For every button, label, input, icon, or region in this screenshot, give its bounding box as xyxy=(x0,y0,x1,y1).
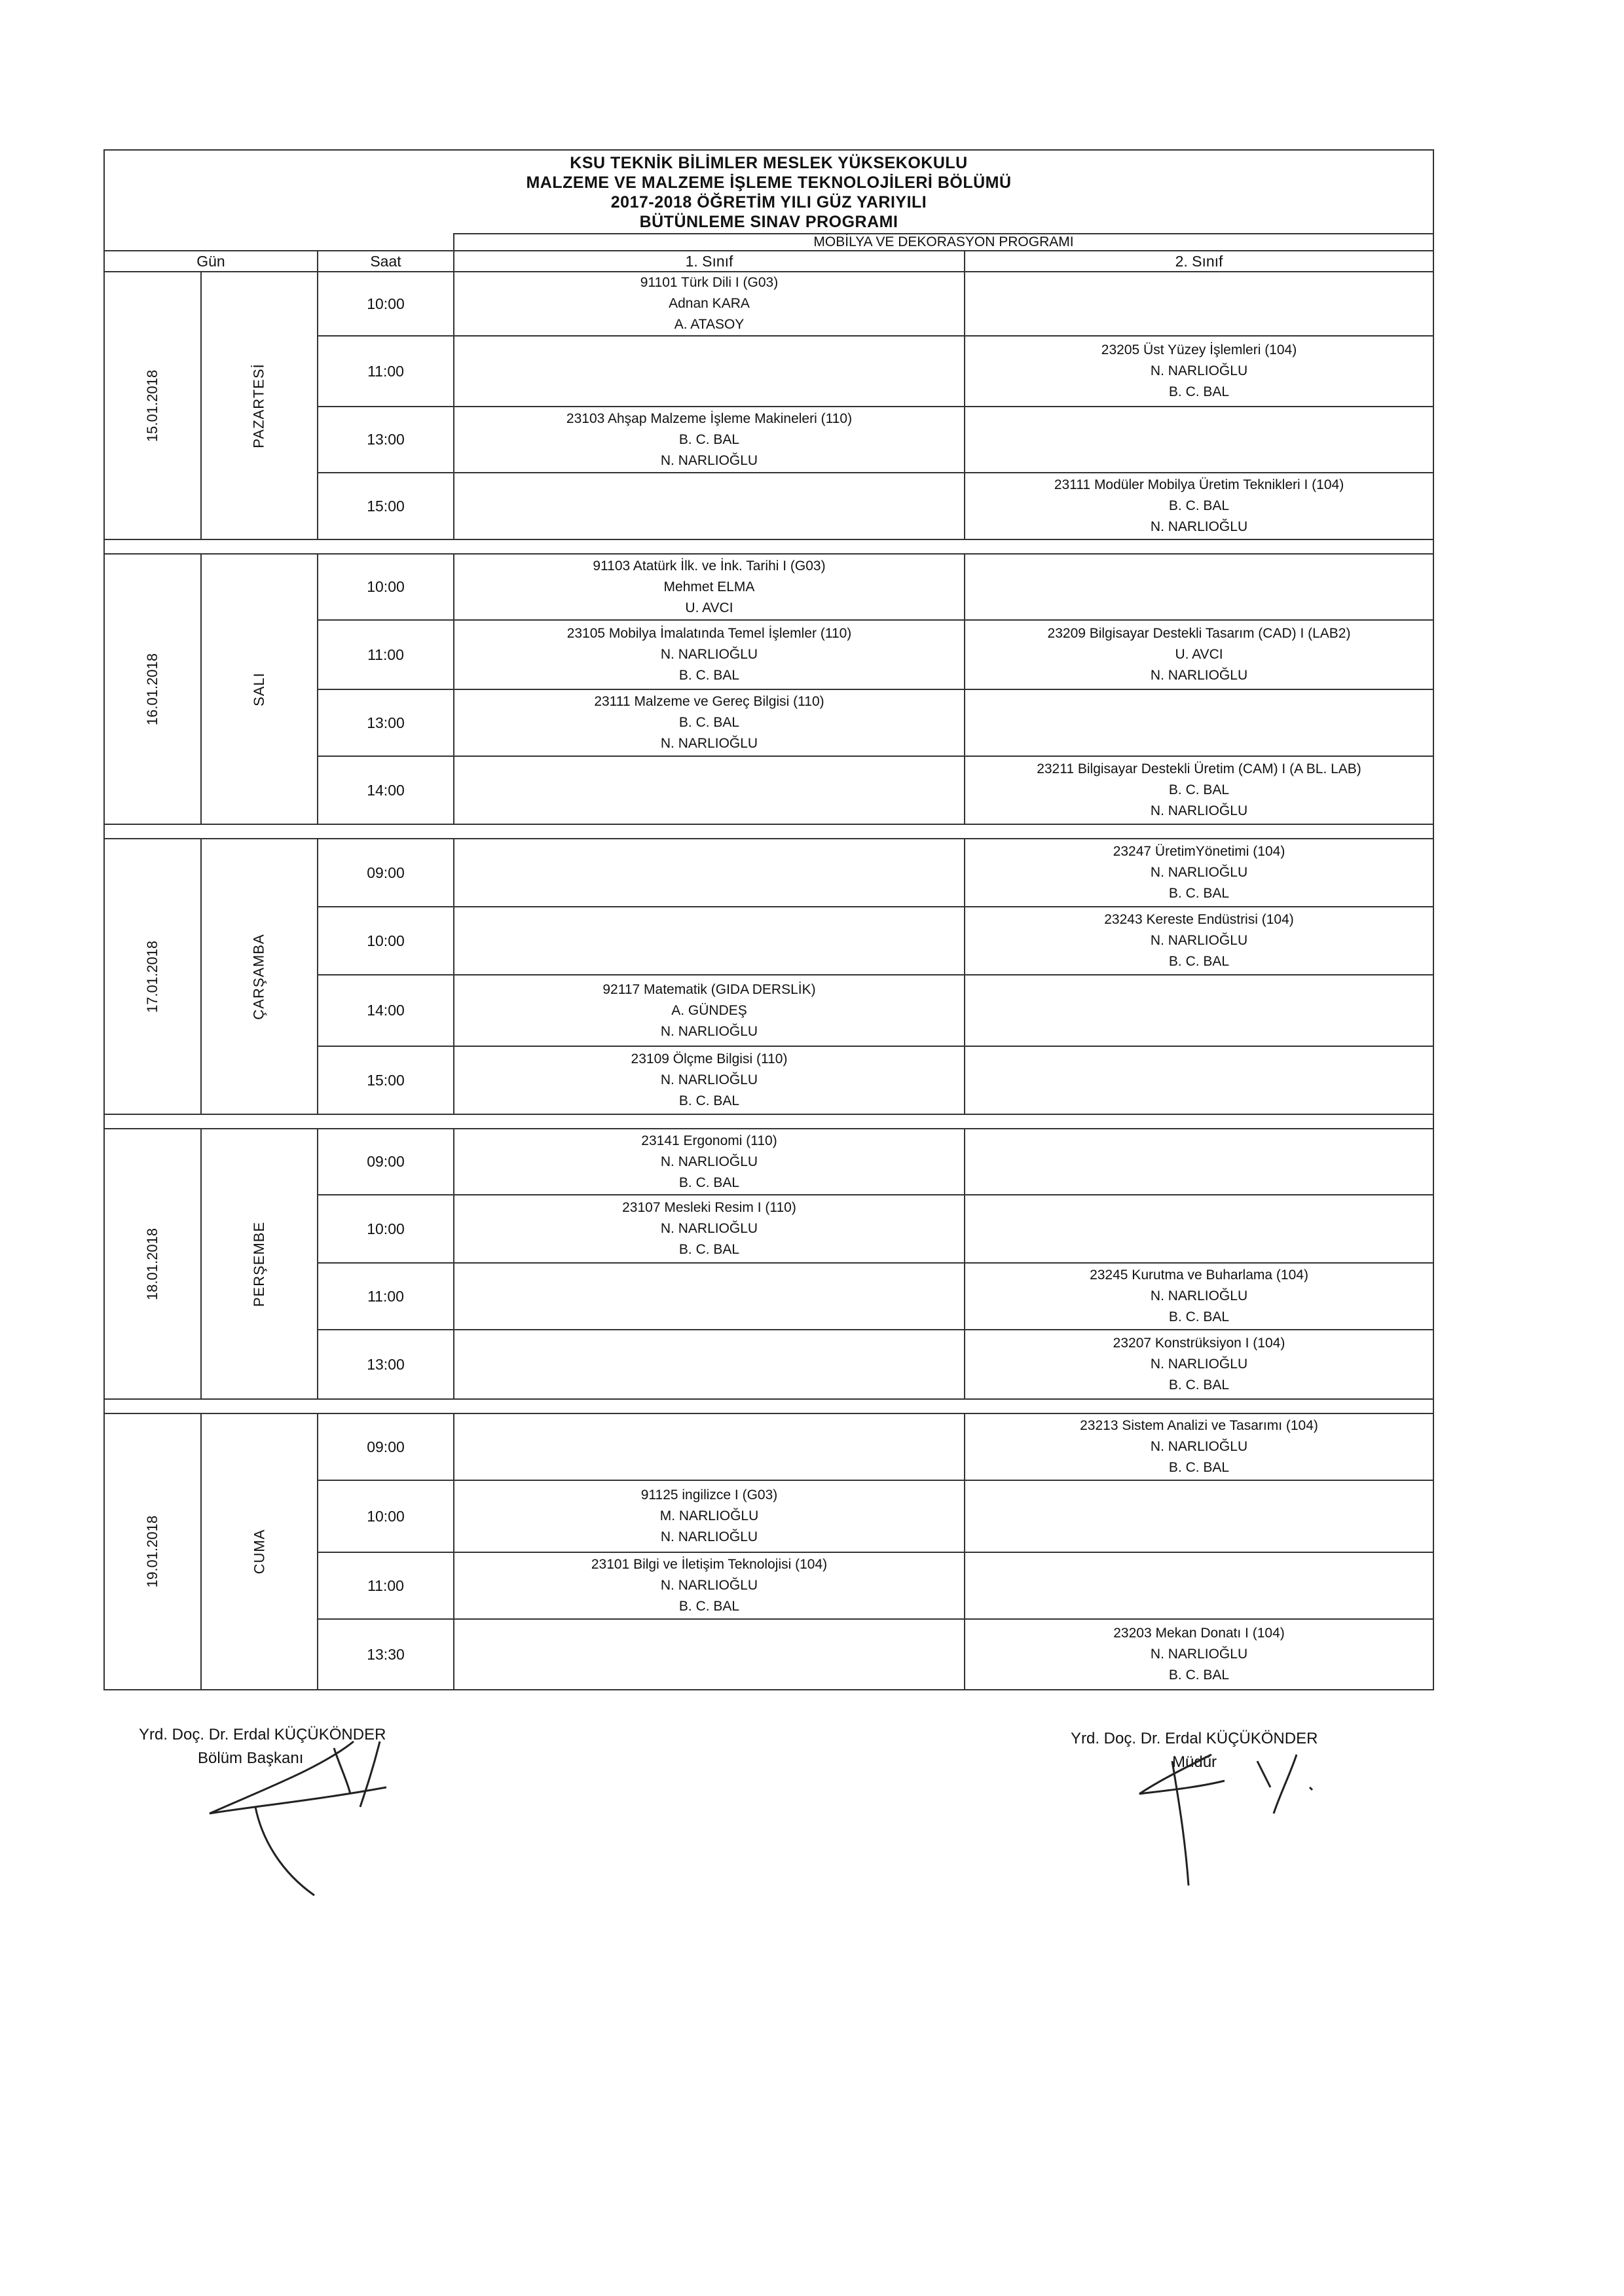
exam-day-text: PERŞEMBE xyxy=(250,1221,267,1307)
exam-time: 13:30 xyxy=(318,1619,454,1690)
instructor-line: A. GÜNDEŞ xyxy=(671,1002,747,1018)
exam-day-text: ÇARŞAMBA xyxy=(250,933,267,1020)
instructor-line: N. NARLIOĞLU xyxy=(660,736,758,751)
instructor-line: N. NARLIOĞLU xyxy=(1150,1439,1248,1454)
course-line: 23203 Mekan Donatı I (104) xyxy=(1113,1626,1285,1641)
class2-exam xyxy=(965,554,1433,620)
day-separator xyxy=(104,1399,1433,1413)
course-line: 23111 Malzeme ve Gereç Bilgisi (110) xyxy=(594,694,824,709)
exam-day xyxy=(201,272,318,539)
instructor-line: Adnan KARA xyxy=(669,296,750,311)
table-row xyxy=(104,1413,1433,1480)
instructor-line: N. NARLIOĞLU xyxy=(1150,519,1248,534)
class2-exam xyxy=(965,1195,1433,1263)
class2-exam xyxy=(965,1129,1433,1195)
class2-exam xyxy=(965,1619,1433,1690)
class2-exam xyxy=(965,975,1433,1046)
column-header-class2: 2. Sınıf xyxy=(965,251,1433,272)
exam-time: 13:00 xyxy=(318,407,454,473)
class1-exam xyxy=(454,907,965,975)
course-line: 23103 Ahşap Malzeme İşleme Makineleri (110) xyxy=(566,410,853,426)
class2-exam xyxy=(965,839,1433,907)
exam-time: 11:00 xyxy=(318,1552,454,1619)
exam-time: 11:00 xyxy=(318,1263,454,1330)
course-line: 23101 Bilgi ve İletişim Teknolojisi (104) xyxy=(591,1557,828,1572)
exam-day xyxy=(201,1129,318,1399)
course-line: 23109 Ölçme Bilgisi (110) xyxy=(631,1051,788,1066)
class2-exam xyxy=(965,756,1433,824)
exam-time: 11:00 xyxy=(318,336,454,407)
instructor-line: N. NARLIOĞLU xyxy=(660,1578,758,1593)
instructor-line: N. NARLIOĞLU xyxy=(660,647,758,662)
class2-exam xyxy=(965,336,1433,407)
instructor-line: N. NARLIOĞLU xyxy=(660,1023,758,1039)
instructor-line: B. C. BAL xyxy=(1168,384,1230,399)
signer-name-right: Yrd. Doç. Dr. Erdal KÜÇÜKÖNDER xyxy=(1071,1730,1318,1747)
instructor-line: B. C. BAL xyxy=(678,1242,740,1257)
exam-time: 09:00 xyxy=(318,839,454,907)
exam-date-text: 17.01.2018 xyxy=(143,940,160,1013)
table-row xyxy=(104,1129,1433,1195)
exam-time: 10:00 xyxy=(318,907,454,975)
header-spacer xyxy=(104,234,454,251)
instructor-line: N. NARLIOĞLU xyxy=(1150,803,1248,818)
class2-exam xyxy=(965,907,1433,975)
exam-time: 10:00 xyxy=(318,1480,454,1552)
class1-exam xyxy=(454,756,965,824)
exam-date xyxy=(104,839,201,1114)
class2-exam xyxy=(965,1046,1433,1114)
instructor-line: N. NARLIOĞLU xyxy=(660,1154,758,1169)
exam-date xyxy=(104,272,201,539)
exam-date xyxy=(104,1413,201,1690)
class1-exam xyxy=(454,620,965,689)
class1-exam xyxy=(454,1129,965,1195)
class2-exam xyxy=(965,272,1433,336)
instructor-line: N. NARLIOĞLU xyxy=(1150,668,1248,683)
class1-exam xyxy=(454,272,965,336)
instructor-line: N. NARLIOĞLU xyxy=(1150,865,1248,880)
exam-date-text: 18.01.2018 xyxy=(143,1228,160,1300)
exam-date-text: 15.01.2018 xyxy=(143,369,160,442)
class1-exam xyxy=(454,1413,965,1480)
class1-exam xyxy=(454,1552,965,1619)
exam-day-text: CUMA xyxy=(251,1529,267,1575)
course-line: 23105 Mobilya İmalatında Temel İşlemler (110) xyxy=(566,626,852,641)
exam-schedule xyxy=(103,149,1433,1690)
course-line: 91103 Atatürk İlk. ve İnk. Tarihi I (G03) xyxy=(593,558,826,574)
column-header-class1: 1. Sınıf xyxy=(454,251,965,272)
instructor-line: B. C. BAL xyxy=(1168,1460,1230,1475)
signer-role-left: Bölüm Başkanı xyxy=(198,1749,304,1767)
handwritten-signature-right xyxy=(1126,1741,1323,1892)
course-line: 23211 Bilgisayar Destekli Üretim (CAM) I (A BL. LAB) xyxy=(1037,761,1361,776)
class2-exam xyxy=(965,689,1433,756)
table-row xyxy=(104,839,1433,907)
course-line: 23107 Mesleki Resim I (110) xyxy=(622,1200,796,1215)
exam-time: 09:00 xyxy=(318,1129,454,1195)
exam-date xyxy=(104,1129,201,1399)
school-name: KSU TEKNİK BİLİMLER MESLEK YÜKSEKOKULU xyxy=(570,154,968,172)
exam-time: 13:00 xyxy=(318,689,454,756)
class1-exam xyxy=(454,839,965,907)
day-separator xyxy=(104,824,1433,839)
instructor-line: Mehmet ELMA xyxy=(663,579,755,594)
instructor-line: A. ATASOY xyxy=(674,317,745,332)
instructor-line: B. C. BAL xyxy=(1168,1309,1230,1324)
term: 2017-2018 ÖĞRETİM YILI GÜZ YARIYILI xyxy=(610,193,927,211)
exam-time: 09:00 xyxy=(318,1413,454,1480)
instructor-line: B. C. BAL xyxy=(678,431,740,447)
class1-exam xyxy=(454,1330,965,1399)
instructor-line: M. NARLIOĞLU xyxy=(659,1508,759,1523)
exam-time: 11:00 xyxy=(318,620,454,689)
exam-time: 14:00 xyxy=(318,975,454,1046)
day-separator xyxy=(104,539,1433,554)
course-line: 23209 Bilgisayar Destekli Tasarım (CAD) I (LAB2) xyxy=(1047,626,1351,641)
instructor-line: N. NARLIOĞLU xyxy=(1150,1357,1248,1372)
class2-exam xyxy=(965,1480,1433,1552)
instructor-line: N. NARLIOĞLU xyxy=(660,452,758,468)
instructor-line: U. AVCI xyxy=(1175,647,1223,662)
exam-date-text: 16.01.2018 xyxy=(143,653,160,725)
exam-day xyxy=(201,554,318,824)
schedule-table xyxy=(103,149,1434,1690)
instructor-line: B. C. BAL xyxy=(678,1093,740,1108)
instructor-line: U. AVCI xyxy=(685,600,733,615)
exam-time: 10:00 xyxy=(318,554,454,620)
instructor-line: N. NARLIOĞLU xyxy=(1150,1288,1248,1303)
class2-exam xyxy=(965,473,1433,539)
instructor-line: B. C. BAL xyxy=(678,1175,740,1190)
exam-date-text: 19.01.2018 xyxy=(143,1515,160,1588)
course-line: 91125 ingilizce I (G03) xyxy=(640,1487,778,1503)
class1-exam xyxy=(454,1619,965,1690)
exam-time: 14:00 xyxy=(318,756,454,824)
program-name: MOBİLYA VE DEKORASYON PROGRAMI xyxy=(454,234,1433,251)
column-header-time: Saat xyxy=(318,251,454,272)
instructor-line: N. NARLIOĞLU xyxy=(660,1529,758,1544)
class2-exam xyxy=(965,1263,1433,1330)
instructor-line: N. NARLIOĞLU xyxy=(660,1221,758,1236)
class1-exam xyxy=(454,1480,965,1552)
class1-exam xyxy=(454,473,965,539)
class1-exam xyxy=(454,689,965,756)
signer-name-left: Yrd. Doç. Dr. Erdal KÜÇÜKÖNDER xyxy=(139,1726,386,1743)
course-line: 23207 Konstrüksiyon I (104) xyxy=(1113,1336,1285,1351)
handwritten-signature-left xyxy=(190,1728,406,1899)
document-title: BÜTÜNLEME SINAV PROGRAMI xyxy=(639,213,898,231)
exam-time: 13:00 xyxy=(318,1330,454,1399)
department-name: MALZEME VE MALZEME İŞLEME TEKNOLOJİLERİ BÖLÜMÜ xyxy=(526,173,1012,192)
instructor-line: B. C. BAL xyxy=(1168,954,1230,969)
exam-time: 10:00 xyxy=(318,1195,454,1263)
exam-day xyxy=(201,839,318,1114)
course-line: 23111 Modüler Mobilya Üretim Teknikleri I (104) xyxy=(1054,477,1344,492)
course-line: 23245 Kurutma ve Buharlama (104) xyxy=(1090,1267,1308,1283)
class1-exam xyxy=(454,1263,965,1330)
table-row xyxy=(104,554,1433,620)
course-line: 23247 ÜretimYönetimi (104) xyxy=(1113,844,1285,859)
class2-exam xyxy=(965,620,1433,689)
course-line: 23243 Kereste Endüstrisi (104) xyxy=(1104,912,1294,927)
instructor-line: B. C. BAL xyxy=(678,668,740,683)
day-separator xyxy=(104,1114,1433,1129)
exam-time: 15:00 xyxy=(318,473,454,539)
exam-day-text: SALI xyxy=(250,672,267,706)
class1-exam xyxy=(454,1195,965,1263)
instructor-line: B. C. BAL xyxy=(1168,1667,1230,1683)
class2-exam xyxy=(965,1552,1433,1619)
class2-exam xyxy=(965,407,1433,473)
class1-exam xyxy=(454,407,965,473)
instructor-line: B. C. BAL xyxy=(1168,782,1230,797)
instructor-line: B. C. BAL xyxy=(678,715,740,730)
class2-exam xyxy=(965,1330,1433,1399)
exam-date xyxy=(104,554,201,824)
instructor-line: B. C. BAL xyxy=(1168,886,1230,901)
class2-exam xyxy=(965,1413,1433,1480)
table-row xyxy=(104,272,1433,336)
instructor-line: N. NARLIOĞLU xyxy=(660,1072,758,1087)
exam-time: 10:00 xyxy=(318,272,454,336)
course-line: 92117 Matematik (GIDA DERSLİK) xyxy=(602,981,816,997)
class1-exam xyxy=(454,554,965,620)
instructor-line: N. NARLIOĞLU xyxy=(1150,1647,1248,1662)
course-line: 23141 Ergonomi (110) xyxy=(641,1133,777,1148)
class1-exam xyxy=(454,336,965,407)
course-line: 23213 Sistem Analizi ve Tasarımı (104) xyxy=(1080,1418,1318,1433)
header-block xyxy=(104,150,1433,234)
instructor-line: B. C. BAL xyxy=(1168,1377,1230,1393)
column-header-day: Gün xyxy=(104,251,318,272)
instructor-line: B. C. BAL xyxy=(1168,498,1230,513)
exam-time: 15:00 xyxy=(318,1046,454,1114)
exam-day xyxy=(201,1413,318,1690)
course-line: 91101 Türk Dili I (G03) xyxy=(640,275,779,290)
signer-role-right: Müdür xyxy=(1172,1753,1217,1771)
exam-day-text: PAZARTESİ xyxy=(251,363,267,448)
instructor-line: N. NARLIOĞLU xyxy=(1150,933,1248,948)
instructor-line: N. NARLIOĞLU xyxy=(1150,363,1248,378)
instructor-line: B. C. BAL xyxy=(678,1599,740,1614)
class1-exam xyxy=(454,975,965,1046)
course-line: 23205 Üst Yüzey İşlemleri (104) xyxy=(1101,342,1297,357)
class1-exam xyxy=(454,1046,965,1114)
